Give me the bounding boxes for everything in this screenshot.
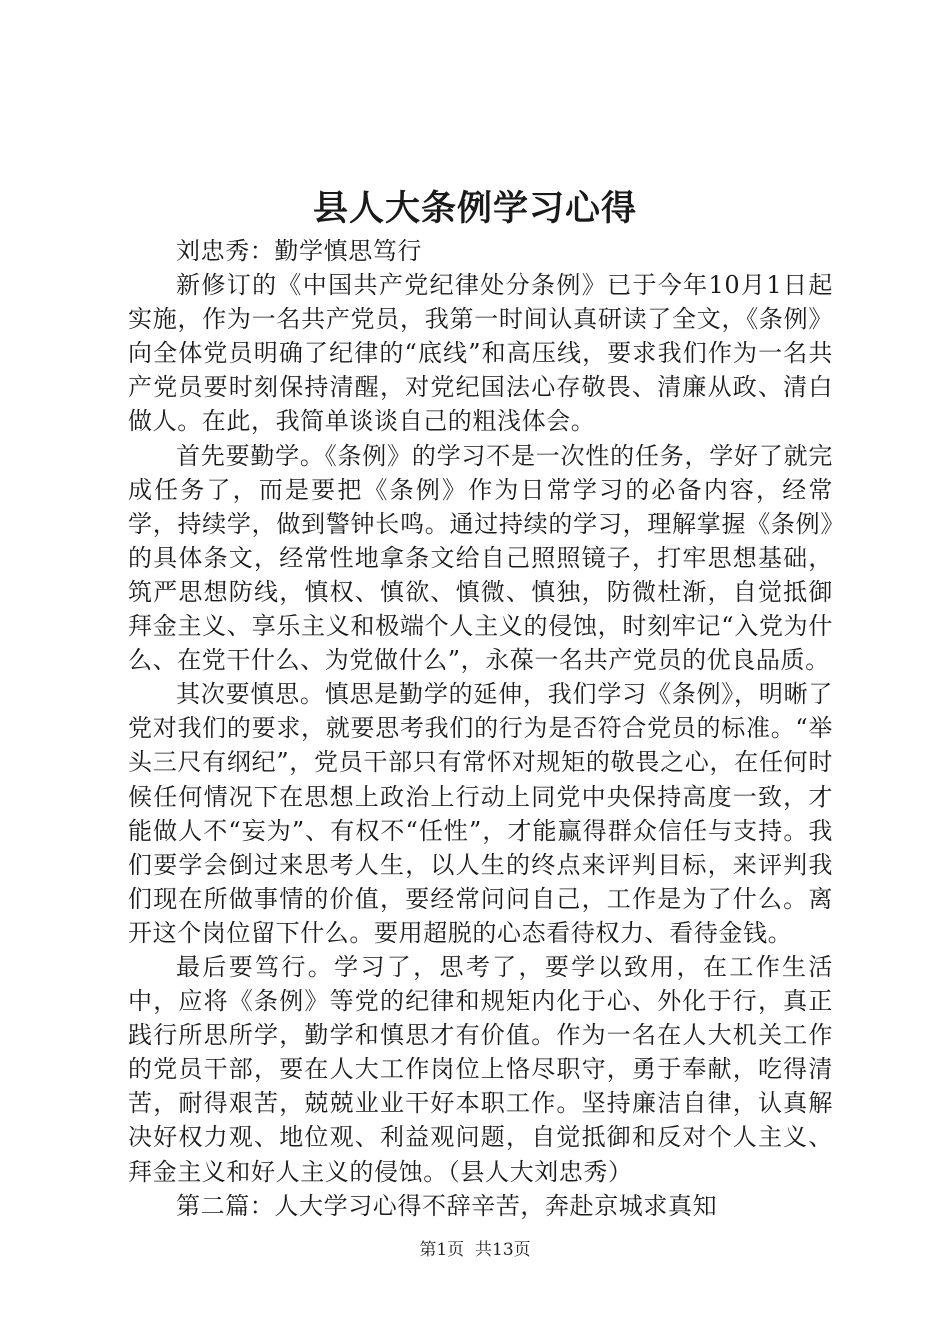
paragraph-reflect: 其次要慎思。慎思是勤学的延伸，我们学习《条例》，明晰了党对我们的要求，就要思考我们的行为是否符合党员的标准。“举头三尺有纲纪”，党员干部只有常怀对规矩的敬畏之心，在任何时候任何情况下在思想上政治上行动上同党中央保持高度一致，才能做人不“妄为”、有权不“任性”，才能赢得群众信任与支持。我们要学会倒过来思考人生，以人生的终点来评判目标，来评判我们现在所做事情的价值，要经常问问自己，工作是为了什么。离开这个岗位留下什么。要用超脱的心态看待权力、看待金钱。: [128, 680, 833, 947]
page-number-current: 第1页: [419, 1240, 465, 1260]
paragraph-study: 首先要勤学。《条例》的学习不是一次性的任务，学好了就完成任务了，而是要把《条例》作为日常学习的必备内容，经常学，持续学，做到警钟长鸣。通过持续的学习，理解掌握《条例》的具体条文，经常性地拿条文给自己照照镜子，打牢思想基础，筑严思想防线，慎权、慎欲、慎微、慎独，防微杜渐，自觉抵御拜金主义、享乐主义和极端个人主义的侵蚀，时刻牢记“入党为什么、在党干什么、为党做什么”，永葆一名共产党员的优良品质。: [128, 441, 833, 675]
paragraph-practice: 最后要笃行。学习了，思考了，要学以致用，在工作生活中，应将《条例》等党的纪律和规矩内化于心、外化于行，真正践行所思所学，勤学和慎思才有价值。作为一名在人大机关工作的党员干部，要在人大工作岗位上恪尽职守，勇于奉献，吃得清苦，耐得艰苦，兢兢业业干好本职工作。坚持廉洁自律，认真解决好权力观、地位观、利益观问题，自觉抵御和反对个人主义、拜金主义和好人主义的侵蚀。（县人大刘忠秀）: [128, 952, 833, 1186]
paragraph-next-article: 第二篇：人大学习心得不辞辛苦，奔赴京城求真知: [176, 1191, 718, 1220]
footer-spacer: [464, 1240, 475, 1260]
page-number-total: 共13页: [475, 1240, 531, 1260]
document-title: 县人大条例学习心得: [312, 188, 637, 229]
paragraph-intro: 新修订的《中国共产党纪律处分条例》已于今年10月1日起实施，作为一名共产党员，我第一时间认真研读了全文，《条例》向全体党员明确了纪律的“底线”和高压线，要求我们作为一名共产党员要时刻保持清醒，对党纪国法心存敬畏、清廉从政、清白做人。在此，我简单谈谈自己的粗浅体会。: [128, 271, 833, 436]
paragraph-subtitle: 刘忠秀：勤学慎思笃行: [176, 237, 422, 265]
page-footer: [0, 1238, 950, 1262]
document-body: [128, 234, 833, 1223]
